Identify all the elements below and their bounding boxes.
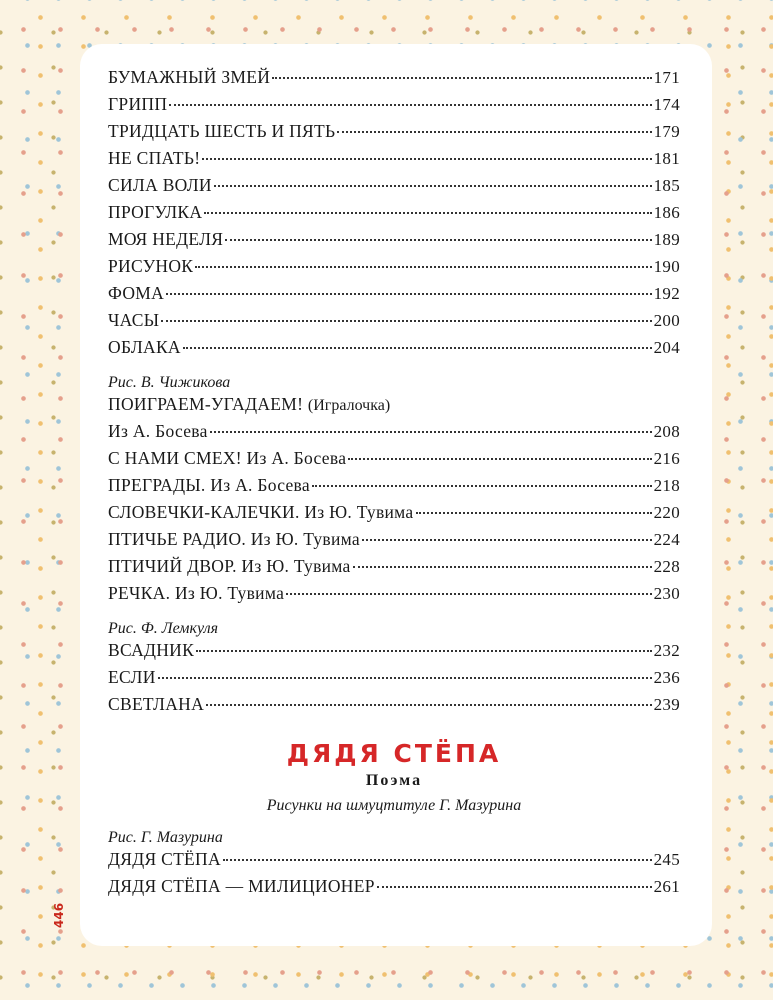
toc-group-2 bbox=[108, 394, 680, 610]
toc-group-1 bbox=[108, 67, 680, 364]
toc-entry[interactable]: ПТИЧЬЕ РАДИО. Из Ю. Тувима 224 bbox=[108, 529, 680, 549]
toc-group-heading: ПОИГРАЕМ-УГАДАЕМ! (Игралочка) bbox=[108, 394, 391, 414]
toc-entry[interactable]: Из А. Босева 208 bbox=[108, 421, 680, 441]
toc-entry[interactable]: ЕСЛИ 236 bbox=[108, 667, 680, 687]
toc-entry[interactable]: СВЕТЛАНА 239 bbox=[108, 694, 680, 714]
table-of-contents bbox=[108, 67, 680, 903]
toc-entry[interactable]: ТРИДЦАТЬ ШЕСТЬ И ПЯТЬ 179 bbox=[108, 121, 680, 141]
toc-entry[interactable]: СЛОВЕЧКИ-КАЛЕЧКИ. Из Ю. Тувима 220 bbox=[108, 502, 680, 522]
illustrator-credit: Рис. Г. Мазурина bbox=[108, 829, 223, 846]
toc-entry[interactable]: ФОМА 192 bbox=[108, 283, 680, 303]
toc-entry[interactable]: ВСАДНИК 232 bbox=[108, 640, 680, 660]
toc-group-4 bbox=[108, 849, 680, 903]
toc-entry[interactable]: ДЯДЯ СТЁПА 245 bbox=[108, 849, 680, 869]
toc-entry[interactable]: РЕЧКА. Из Ю. Тувима 230 bbox=[108, 583, 680, 603]
toc-entry[interactable]: СИЛА ВОЛИ 185 bbox=[108, 175, 680, 195]
toc-entry[interactable]: БУМАЖНЫЙ ЗМЕЙ 171 bbox=[108, 67, 680, 87]
toc-entry[interactable]: ЧАСЫ 200 bbox=[108, 310, 680, 330]
illustrator-credit: Рис. Ф. Лемкуля bbox=[108, 620, 219, 637]
section-subtitle: Поэма bbox=[365, 772, 423, 789]
toc-group-3 bbox=[108, 640, 680, 721]
toc-entry[interactable]: ПРОГУЛКА 186 bbox=[108, 202, 680, 222]
section-note: Рисунки на шмуцтитуле Г. Мазурина bbox=[266, 797, 522, 814]
toc-entry[interactable]: ПРЕГРАДЫ. Из А. Босева 218 bbox=[108, 475, 680, 495]
toc-entry[interactable]: МОЯ НЕДЕЛЯ 189 bbox=[108, 229, 680, 249]
toc-entry[interactable]: НЕ СПАТЬ! 181 bbox=[108, 148, 680, 168]
toc-entry[interactable]: ПТИЧИЙ ДВОР. Из Ю. Тувима 228 bbox=[108, 556, 680, 576]
page-number: 446 bbox=[52, 902, 66, 928]
toc-entry[interactable]: ОБЛАКА 204 bbox=[108, 337, 680, 357]
toc-entry[interactable]: ГРИПП 174 bbox=[108, 94, 680, 114]
illustrator-credit: Рис. В. Чижикова bbox=[108, 374, 231, 391]
toc-entry[interactable]: С НАМИ СМЕХ! Из А. Босева 216 bbox=[108, 448, 680, 468]
toc-entry[interactable]: РИСУНОК 190 bbox=[108, 256, 680, 276]
toc-entry[interactable]: ДЯДЯ СТЁПА — МИЛИЦИОНЕР 261 bbox=[108, 876, 680, 896]
section-title: ДЯДЯ СТЁПА bbox=[286, 739, 502, 768]
